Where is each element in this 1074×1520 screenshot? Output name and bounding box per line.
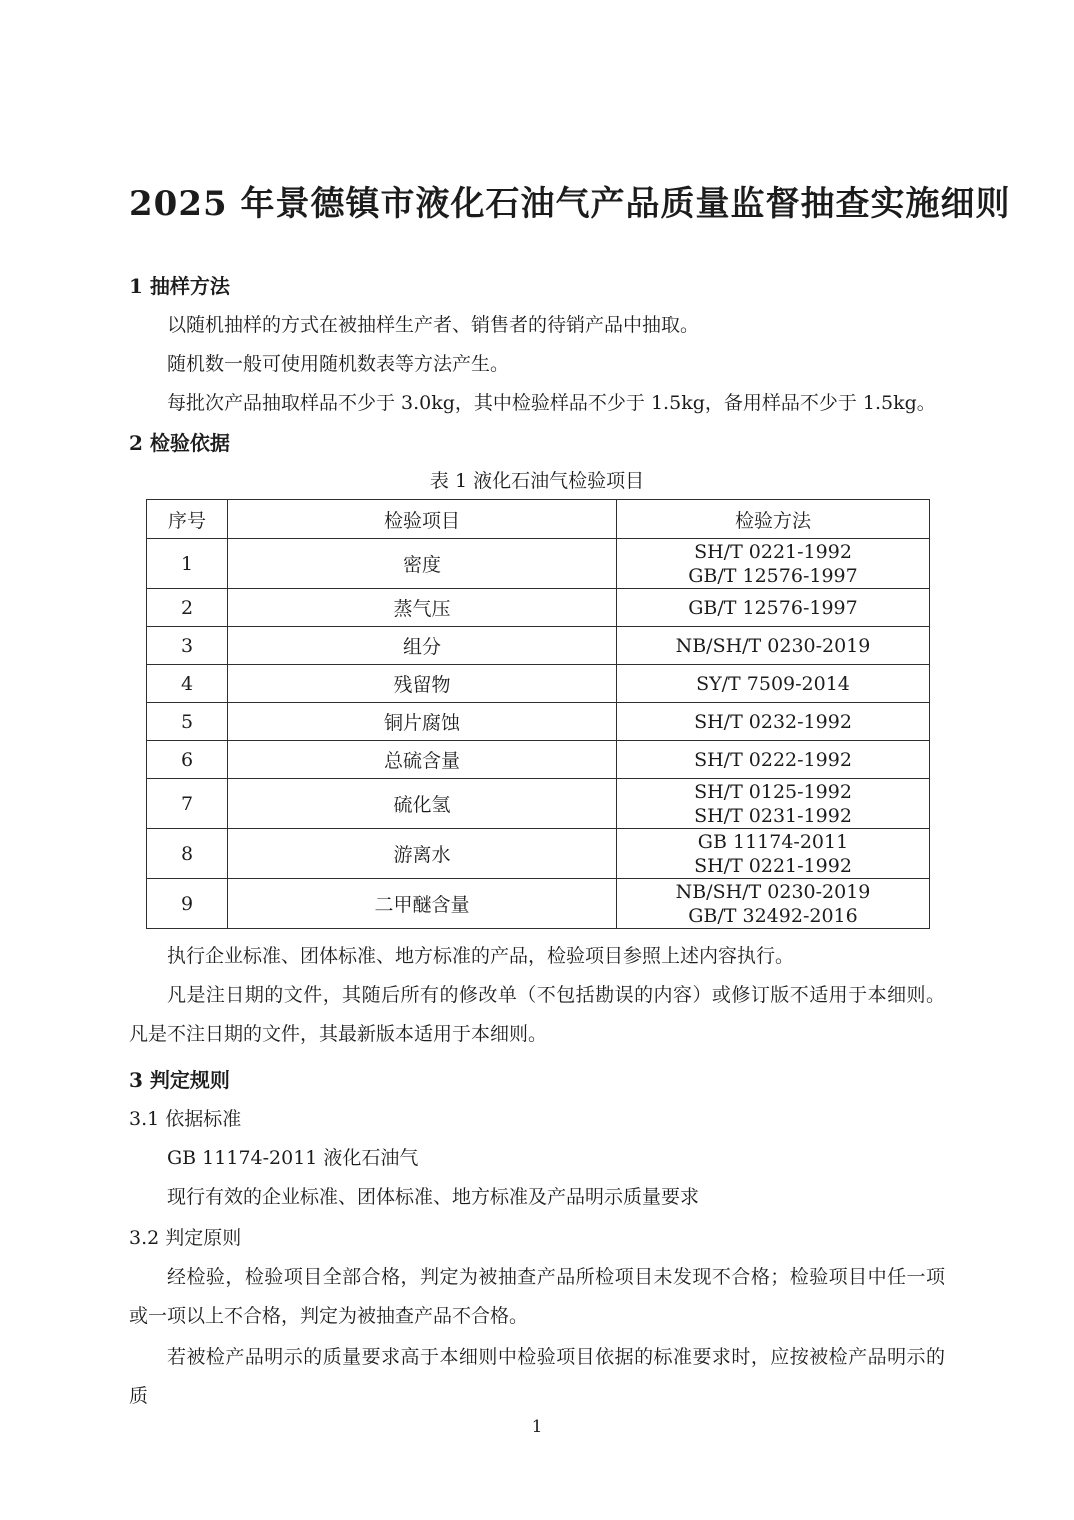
cell-item: 蒸气压 <box>228 589 617 627</box>
section-1-heading: 1 抽样方法 <box>129 274 230 298</box>
cell-no: 2 <box>147 589 228 627</box>
cell-no: 1 <box>147 539 228 589</box>
subsection-3-1-heading: 3.1 依据标准 <box>129 1108 242 1130</box>
subsection-3-2-heading: 3.2 判定原则 <box>129 1227 242 1249</box>
table-row <box>147 741 930 779</box>
method-standard: SH/T 0125-1992 <box>694 780 852 803</box>
method-standard: NB/SH/T 0230-2019 <box>675 880 871 903</box>
cell-item: 二甲醚含量 <box>228 879 617 929</box>
table-row <box>147 829 930 879</box>
cell-item: 硫化氢 <box>228 779 617 829</box>
section-2-paragraph: 执行企业标准、团体标准、地方标准的产品，检验项目参照上述内容执行。 <box>167 945 795 967</box>
section-1-paragraph: 每批次产品抽取样品不少于 3.0kg，其中检验样品不少于 1.5kg，备用样品不少于 1.5kg。 <box>167 392 936 414</box>
column-header-method: 检验方法 <box>617 500 930 539</box>
cell-item: 游离水 <box>228 829 617 879</box>
cell-item: 残留物 <box>228 665 617 703</box>
cell-method <box>617 703 930 741</box>
method-standard: SH/T 0231-1992 <box>694 804 852 827</box>
document-title: 2025 年景德镇市液化石油气产品质量监督抽查实施细则 <box>129 184 1011 224</box>
method-standard: GB/T 12576-1997 <box>688 564 858 587</box>
table-caption: 表 1 液化石油气检验项目 <box>429 470 645 492</box>
cell-method <box>617 829 930 879</box>
column-header-item: 检验项目 <box>228 500 617 539</box>
cell-item: 组分 <box>228 627 617 665</box>
method-standard: SH/T 0221-1992 <box>694 540 852 563</box>
method-standard: SH/T 0222-1992 <box>694 748 852 771</box>
method-standard: SH/T 0232-1992 <box>694 710 852 733</box>
table-row <box>147 779 930 829</box>
cell-no: 6 <box>147 741 228 779</box>
table-header-row <box>147 500 930 539</box>
section-2-paragraph: 凡是注日期的文件，其随后所有的修改单（不包括勘误的内容）或修订版不适用于本细则。凡是不注日期的文件，其最新版本适用于本细则。 <box>129 984 945 1045</box>
page-number: 1 <box>531 1417 543 1437</box>
table-row <box>147 879 930 929</box>
section-3-heading: 3 判定规则 <box>129 1068 230 1092</box>
cell-method <box>617 779 930 829</box>
cell-item: 铜片腐蚀 <box>228 703 617 741</box>
cell-no: 3 <box>147 627 228 665</box>
method-standard: NB/SH/T 0230-2019 <box>675 634 871 657</box>
cell-no: 7 <box>147 779 228 829</box>
inspection-items-table <box>146 499 930 929</box>
table-row <box>147 665 930 703</box>
method-standard: GB 11174-2011 <box>697 830 849 853</box>
section-2-heading: 2 检验依据 <box>129 431 230 455</box>
column-header-no: 序号 <box>147 500 228 539</box>
subsection-3-1-line: GB 11174-2011 液化石油气 <box>167 1147 419 1169</box>
cell-method <box>617 539 930 589</box>
cell-method <box>617 589 930 627</box>
cell-method <box>617 741 930 779</box>
cell-no: 5 <box>147 703 228 741</box>
method-standard: GB/T 12576-1997 <box>688 596 858 619</box>
table-row <box>147 589 930 627</box>
method-standard: GB/T 32492-2016 <box>688 904 858 927</box>
cell-no: 9 <box>147 879 228 929</box>
cell-method <box>617 665 930 703</box>
cell-item: 密度 <box>228 539 617 589</box>
method-standard: SY/T 7509-2014 <box>696 672 850 695</box>
method-standard: SH/T 0221-1992 <box>694 854 852 877</box>
inspection-table-body <box>147 539 930 929</box>
cell-method <box>617 879 930 929</box>
subsection-3-1-line: 现行有效的企业标准、团体标准、地方标准及产品明示质量要求 <box>167 1186 700 1208</box>
table-row <box>147 627 930 665</box>
cell-method <box>617 627 930 665</box>
section-1-paragraph: 随机数一般可使用随机数表等方法产生。 <box>167 353 510 375</box>
cell-no: 8 <box>147 829 228 879</box>
cell-no: 4 <box>147 665 228 703</box>
subsection-3-2-paragraph: 若被检产品明示的质量要求高于本细则中检验项目依据的标准要求时，应按被检产品明示的质 <box>129 1346 945 1407</box>
section-1-paragraph: 以随机抽样的方式在被抽样生产者、销售者的待销产品中抽取。 <box>167 314 700 336</box>
table-row <box>147 703 930 741</box>
table-row <box>147 539 930 589</box>
cell-item: 总硫含量 <box>228 741 617 779</box>
subsection-3-2-paragraph: 经检验，检验项目全部合格，判定为被抽查产品所检项目未发现不合格；检验项目中任一项或一项以上不合格，判定为被抽查产品不合格。 <box>129 1266 945 1327</box>
